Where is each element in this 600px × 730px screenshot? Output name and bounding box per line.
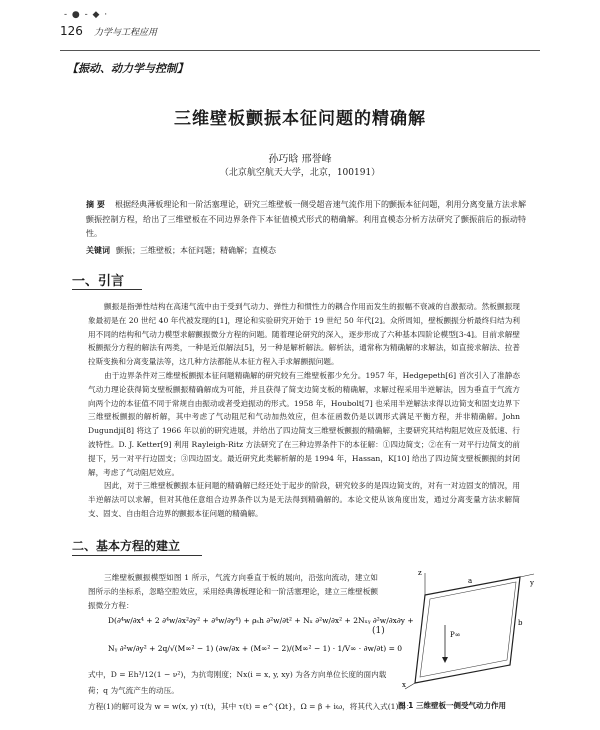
abstract-label: 摘 要 bbox=[86, 200, 105, 209]
pressure-label: P∞ bbox=[450, 631, 461, 639]
column-tag: 【振动、动力学与控制】 bbox=[67, 62, 188, 75]
equation-line-1: D(∂⁴w/∂x⁴ + 2 ∂⁴w/∂x²∂y² + ∂⁴w/∂y⁴) + ρₛh ∂²w/∂t² + Nₓ ∂²w/∂x² + 2Nₓᵧ ∂²w/∂x∂y + bbox=[108, 616, 414, 625]
plate-diagram bbox=[400, 565, 540, 690]
running-header bbox=[60, 8, 360, 38]
axis-y-label: y bbox=[530, 579, 534, 587]
equation-1 bbox=[108, 603, 414, 675]
keywords bbox=[86, 245, 526, 256]
page-number: 126 bbox=[60, 24, 83, 38]
paragraph: 由于边界条件对三维壁板颤振本征问题精确解的研究较有三维壁板都少允分。1957 年，Hedgepeth[6] 首次引入了准静态气动力理论获得简支壁板颤振精确解成为可能，并且获得了简支边简支板的精确解，求解过程采用半逆解法，因为垂直于气流方向两个边的本征值不同于常规自由振动或者受迫振动的形式。1958 年，Houbolt[7] 也采用半逆解法求得以边简支和固支边界下三维壁板颤振的解析解，其中考虑了气动阻尼和气动加热效应，但本征函数仍是以调形式满足平衡方程，并非精确解。John Dugundji[8] 将这了 1966 年以前的研究进展，并给出了四边简支三维壁板颤振的精确解，主要研究其结构阻尼效应及低速、行波特性。D. J. Ketter[9] 利用 Rayleigh-Ritz 方法研究了在三种边界条件下的本征解：①四边简支；②在有一对平行边简支的前提下，另一对平行边固支；③四边固支。最近研究此类解析解的是 1994 年，Hassan，K[10] 给出了四边简支壁板颤振的封闭解，考虑了气动阻尼效应。 bbox=[88, 370, 520, 477]
section-heading-equations: 二、基本方程的建立 bbox=[72, 539, 181, 553]
equation-line-2: Nᵧ ∂²w/∂y² + 2q/√(M∞² − 1) (∂w/∂x + (M∞² − 2)/(M∞² − 1) · 1/V∞ · ∂w/∂t) = 0 bbox=[108, 644, 403, 653]
dimension-b-label: b bbox=[518, 619, 523, 627]
paragraph: 因此，对于三维壁板颤振本征问题的精确解已经还处于起步的阶段，研究较多的是四边简支的，对有一对边固支的情况，用半逆解法可以求解，但对其他任意组合边界条件以为是无法得到精确解的。本论文使从该角度出发，通过分离变量方法求解简支、固支、自由组合边界的颤振本征问题的精确解。 bbox=[88, 481, 520, 518]
journal-name: 力学与工程应用 bbox=[94, 28, 158, 38]
axis-z-label: z bbox=[418, 569, 422, 577]
plate-outline bbox=[415, 577, 520, 683]
affiliation: （北京航空航天大学，北京，100191） bbox=[219, 168, 381, 178]
axis-x-label: x bbox=[402, 681, 406, 689]
equation-graphic bbox=[108, 603, 414, 667]
axis-y bbox=[520, 574, 534, 577]
figure-1 bbox=[400, 565, 540, 690]
authors: 孙巧晗 邢誉峰 bbox=[268, 154, 332, 165]
dimension-a-label: a bbox=[468, 577, 473, 585]
equation-number: (1) bbox=[372, 626, 385, 636]
header-decoration: - ● - ◆ · bbox=[64, 10, 109, 20]
section-heading-intro: 一、引言 bbox=[72, 274, 125, 289]
figure-caption: 图 1 三维壁板一侧受气动力作用 bbox=[398, 701, 506, 710]
paragraph: 方程(1)的解可设为 w = w(x, y) τ(t)，其中 τ(t) = e^{Ωt}，Ω = β + iω，将其代入式(1)得： bbox=[88, 702, 414, 711]
abstract-text: 根据经典薄板理论和一阶活塞理论，研究三维壁板一侧受超音速气流作用下的颤振本征问题，利用分离变量方法求解颤振控制方程，给出了三维壁板在不同边界条件下本征值模式形式的精确解。利用直模态分析方法研究了颤振前后的振动特性。 bbox=[86, 200, 526, 238]
intro-body bbox=[88, 300, 520, 521]
paper-title: 三维壁板颤振本征问题的精确解 bbox=[174, 109, 426, 129]
keywords-text: 颤振；三维壁板；本征问题；精确解；直模态 bbox=[116, 246, 276, 255]
abstract bbox=[86, 198, 526, 242]
keywords-label: 关键词 bbox=[86, 246, 110, 255]
header-rule bbox=[60, 50, 540, 51]
paragraph: 三维壁板颤振模型如图 1 所示，气流方向垂直于板的展向，沿弦向流动，建立如图所示的坐标系，忽略空腔效应，采用经典薄板理论和一阶活塞理论，建立三维壁板颤振微分方程： bbox=[88, 573, 378, 610]
section-underline bbox=[72, 555, 202, 556]
plate-inner-outline bbox=[420, 582, 516, 677]
paragraph: 颤振是指弹性结构在高速气流中由于受到气动力、弹性力和惯性力的耦合作用而发生的振幅不衰减的自激振动。然板颤振现象最初是在 20 世纪 40 年代被发现的[1]，理论和实验研究开始于 19 世纪 50 年代[2]。众所周知，壁板颤振分析最终归结为利用不同的结构和气动力模型求解颤振微分方程的问题。随着理论研究的深入，逐步形成了六种基本四阶论模型[3-4]。目前求解壁板颤振分方程的解法有两类，一种是近似解法[5]，另一种是解析解法。解析法，通常称为精确解的求解法，如直接求解法、拉普拉斯变换和分离变量法等，这几种方法都能从本征方程入手求解颤振问题。 bbox=[88, 302, 520, 367]
axis-x bbox=[405, 683, 415, 689]
flow-arrowhead bbox=[442, 657, 448, 663]
equation-explanation: 式中，D = Eh³/12(1 − ν²)，为抗弯刚度；Nx(i = x, y, xy) 为各方向单位长度的面内载荷；q 为气流产生的动压。 bbox=[88, 670, 387, 695]
section-underline bbox=[72, 289, 142, 290]
